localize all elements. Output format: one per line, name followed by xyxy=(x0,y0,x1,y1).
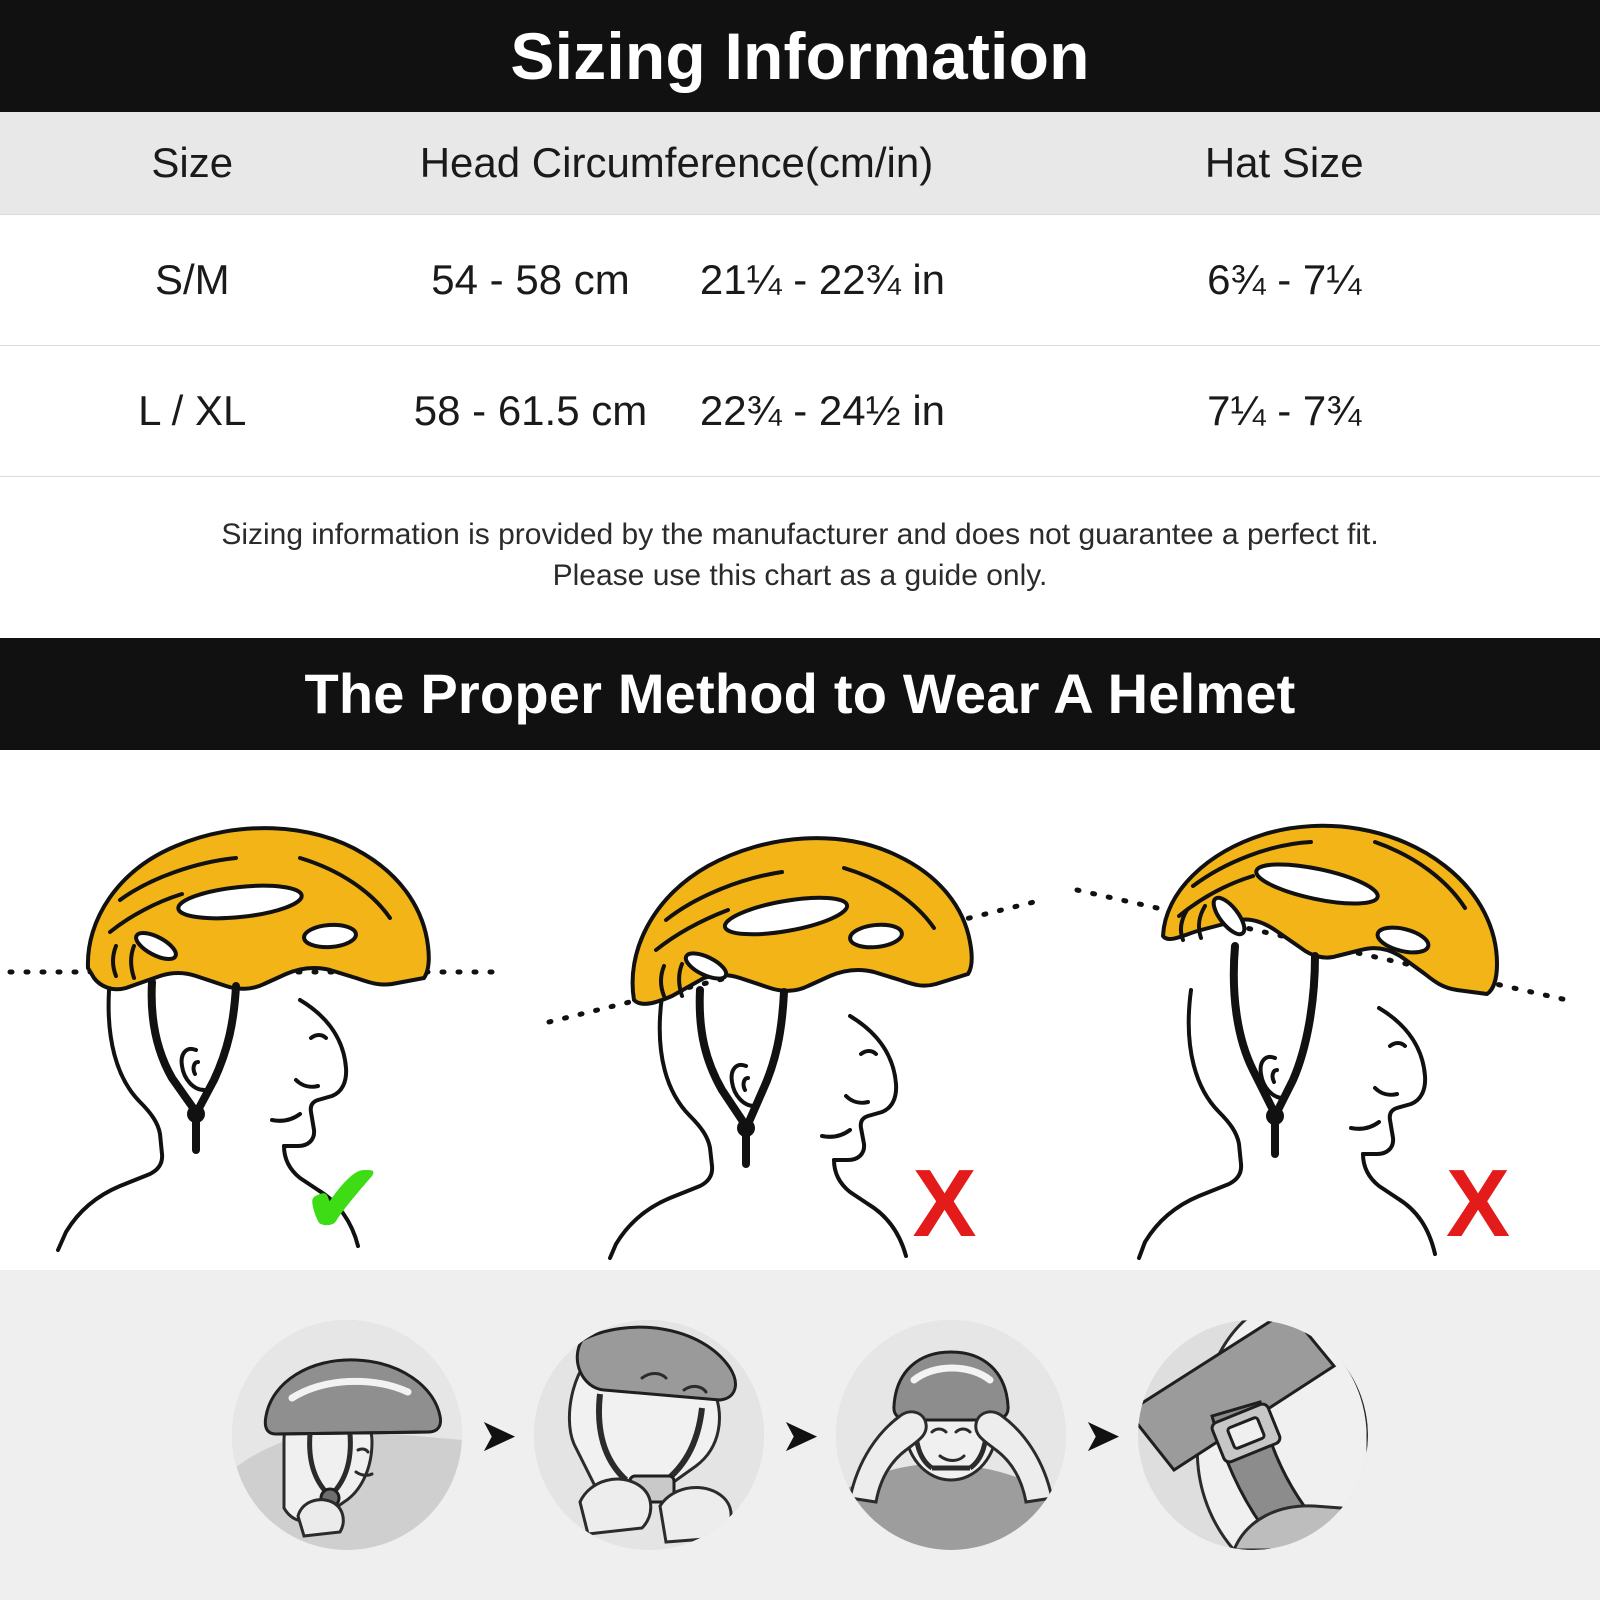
column-header-size: Size xyxy=(0,112,385,215)
step-1-illustration xyxy=(232,1320,462,1550)
cell-circumference-cm: 54 - 58 cm xyxy=(385,215,677,346)
cell-circumference-in: 22¾ - 24½ in xyxy=(676,346,968,477)
step-3-illustration xyxy=(836,1320,1066,1550)
step-arrow-2-icon: ➤ xyxy=(780,1409,820,1461)
sizing-table xyxy=(0,112,1600,477)
disclaimer-line-1: Sizing information is provided by the manufacturer and does not guarantee a perfect fit. xyxy=(221,518,1379,551)
step-4-illustration xyxy=(1138,1320,1368,1550)
diagram-correct-fit xyxy=(0,750,533,1270)
cell-circumference-in: 21¼ - 22¾ in xyxy=(676,215,968,346)
step-tighten-strap xyxy=(1138,1320,1368,1550)
cell-hat-size: 6¾ - 7¼ xyxy=(968,215,1600,346)
tilted-forward-illustration xyxy=(1067,750,1600,1270)
cell-circumference-cm: 58 - 61.5 cm xyxy=(385,346,677,477)
tilted-back-illustration xyxy=(534,750,1067,1270)
step-arrow-3-icon: ➤ xyxy=(1082,1409,1122,1461)
column-header-head-circumference: Head Circumference(cm/in) xyxy=(385,112,969,215)
table-row xyxy=(0,346,1600,477)
sizing-disclaimer xyxy=(0,477,1600,638)
step-put-on-helmet xyxy=(232,1320,462,1550)
helmet-fit-diagrams xyxy=(0,750,1600,1270)
sizing-information-title: Sizing Information xyxy=(0,0,1600,112)
proper-method-title: The Proper Method to Wear A Helmet xyxy=(0,638,1600,750)
diagram-tilted-back-fit xyxy=(534,750,1067,1270)
helmet-shape xyxy=(1163,826,1497,994)
strap-buckle xyxy=(737,1119,755,1137)
correct-fit-illustration xyxy=(0,750,533,1270)
table-header-row xyxy=(0,112,1600,215)
status-cross-icon: X xyxy=(912,1150,977,1257)
step-2-illustration xyxy=(534,1320,764,1550)
column-header-hat-size: Hat Size xyxy=(968,112,1600,215)
helmet-shape xyxy=(632,838,971,1004)
sizing-table-wrapper xyxy=(0,112,1600,638)
diagram-tilted-forward-fit xyxy=(1067,750,1600,1270)
sizing-table-head xyxy=(0,112,1600,215)
sizing-table-body xyxy=(0,215,1600,477)
strap-buckle xyxy=(1266,1107,1284,1125)
step-arrow-1-icon: ➤ xyxy=(478,1409,518,1461)
table-row xyxy=(0,215,1600,346)
cell-size: S/M xyxy=(0,215,385,346)
cell-size: L / XL xyxy=(0,346,385,477)
status-check-icon: ✔ xyxy=(302,1146,383,1253)
disclaimer-line-2: Please use this chart as a guide only. xyxy=(552,558,1048,592)
step-adjust-helmet xyxy=(836,1320,1066,1550)
status-cross-icon: X xyxy=(1445,1150,1510,1257)
helmet-shape xyxy=(88,828,429,989)
cell-hat-size: 7¼ - 7¾ xyxy=(968,346,1600,477)
wearing-steps-strip xyxy=(0,1270,1600,1600)
step-buckle-strap xyxy=(534,1320,764,1550)
strap-buckle xyxy=(187,1105,205,1123)
